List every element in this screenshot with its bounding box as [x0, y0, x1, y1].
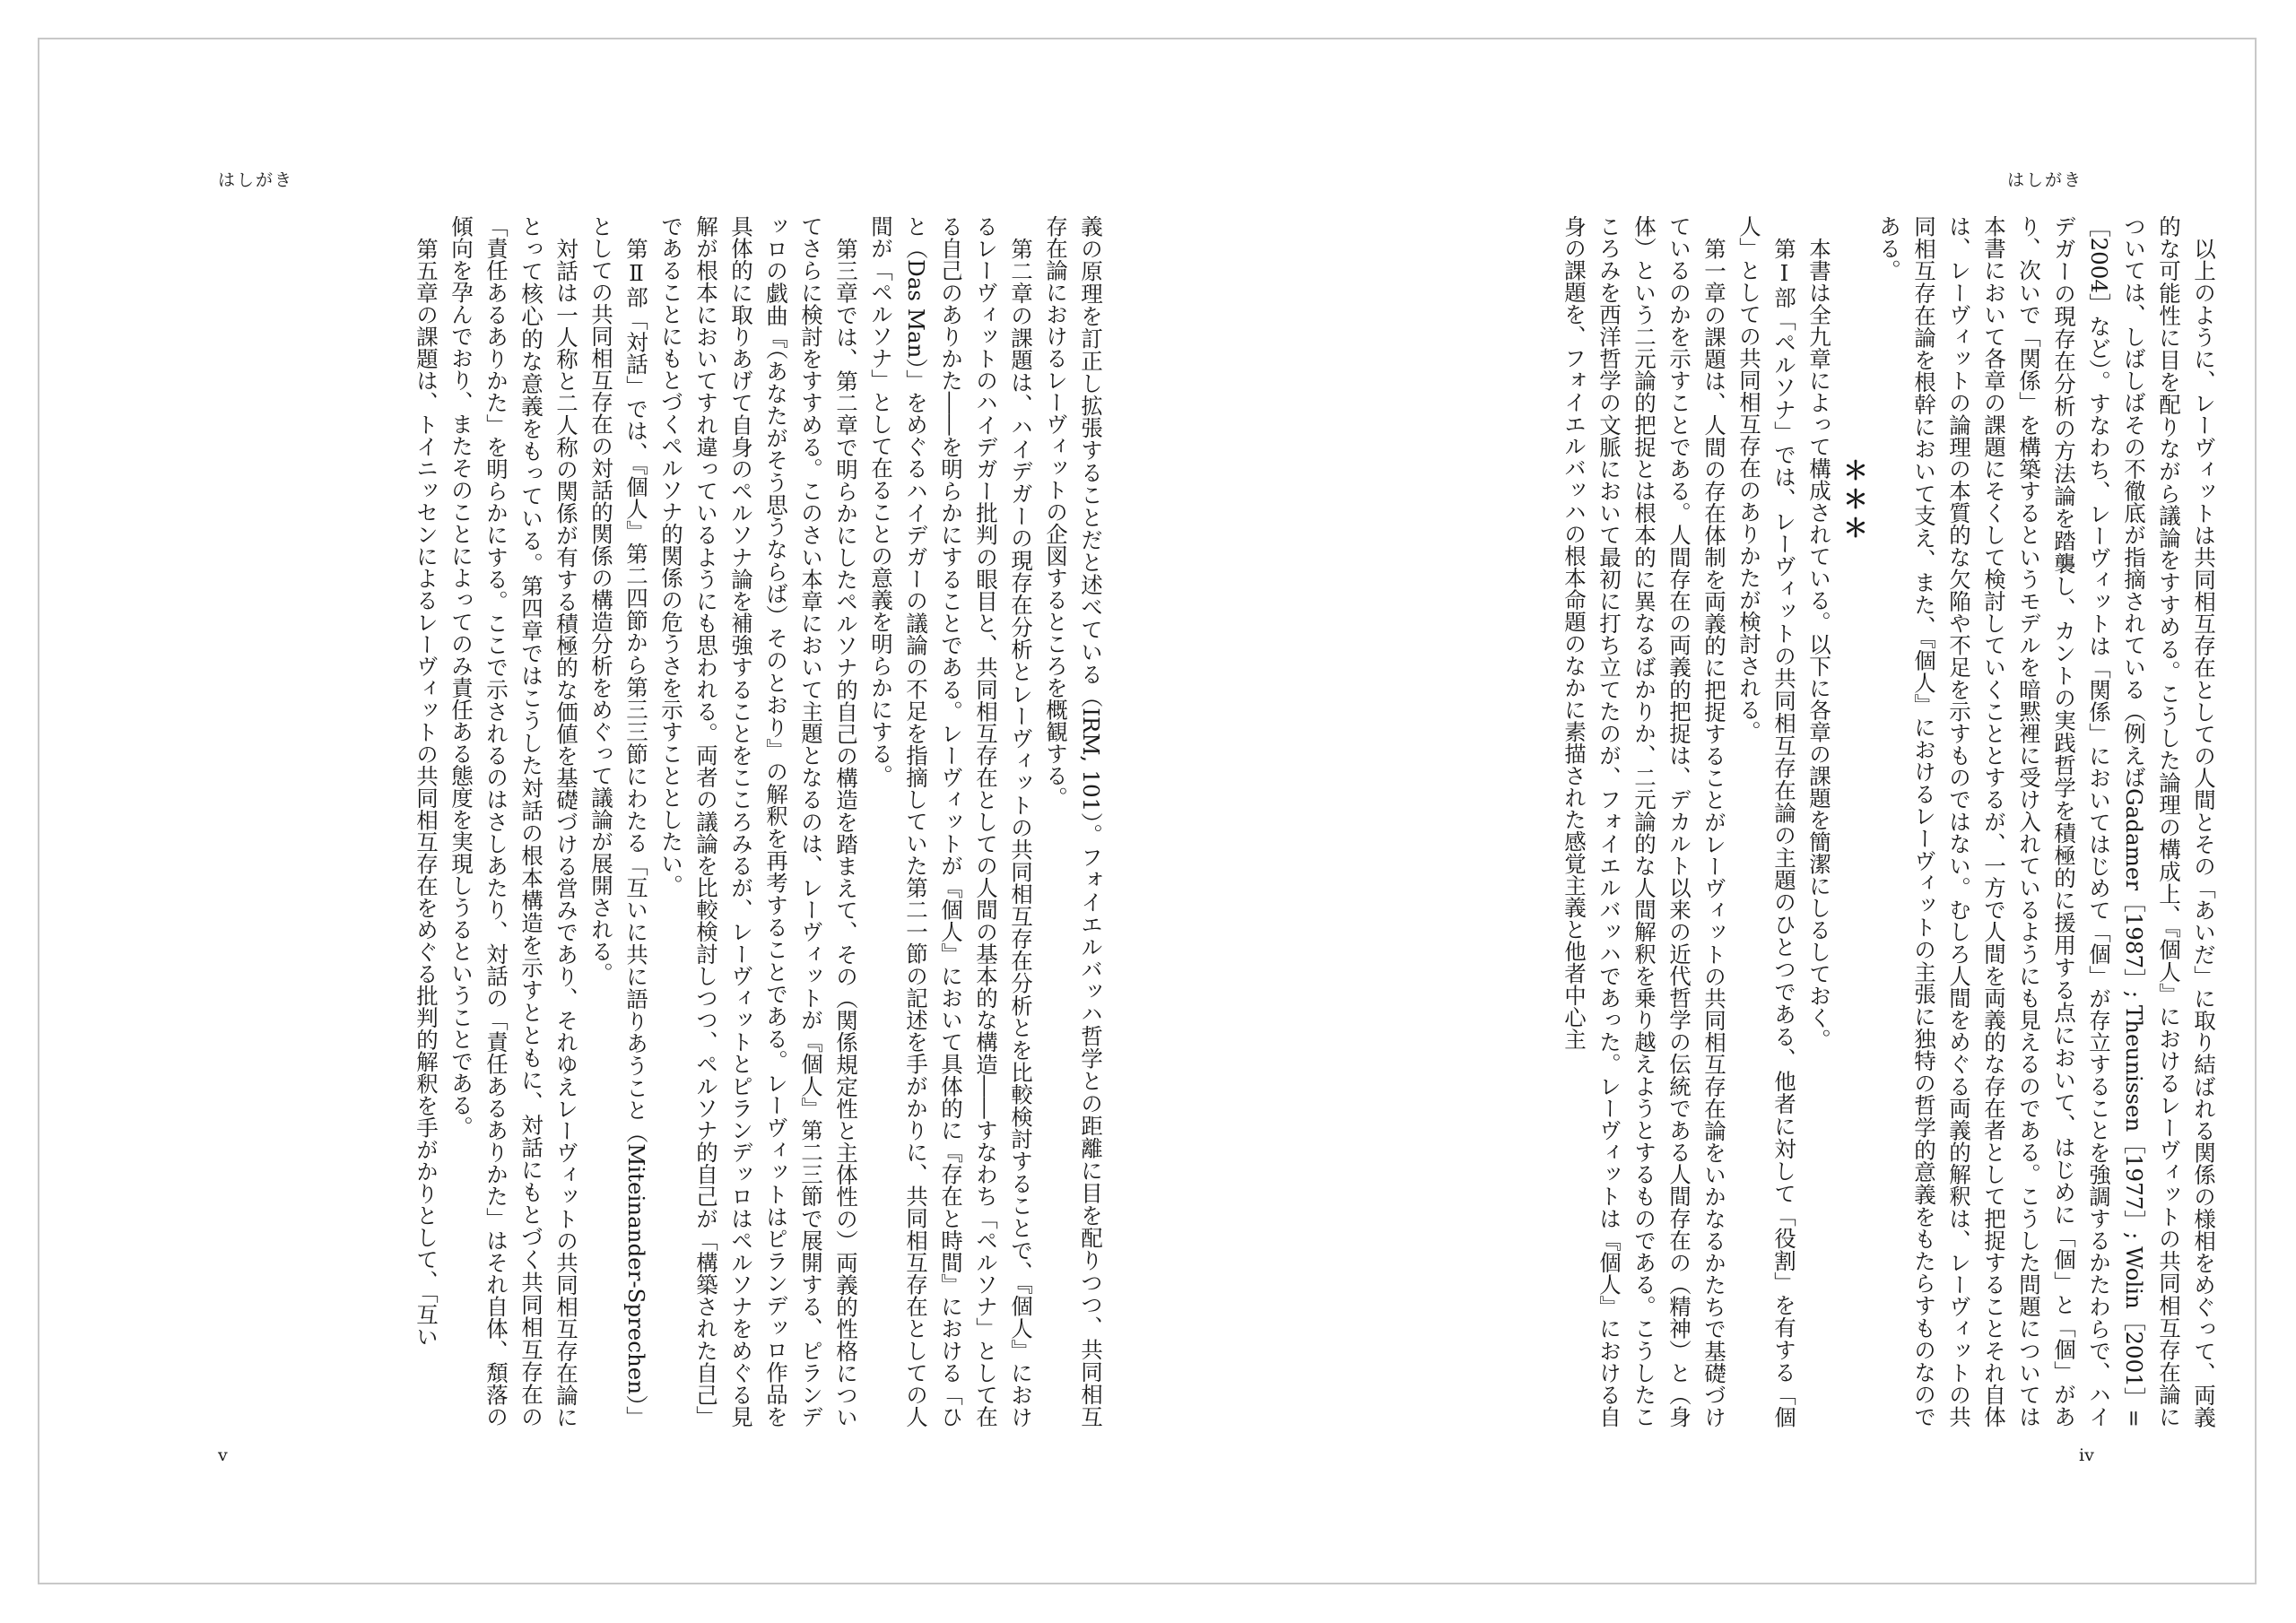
right-running-header: はしがき: [2007, 170, 2083, 190]
paragraph: 第Ⅱ部「対話」では、『個人』第二四節から第三三節にわたる「互いに共に語りあうこと（Miteinander-Sprechen）」としての共同相互存在の対話的関係の構造分析をめぐって議論が展開される。: [588, 215, 649, 1428]
section-separator: [1837, 215, 1872, 1428]
right-page-number: iv: [2079, 1445, 2094, 1465]
paragraph: 本書は全九章によって構成されている。以下に各章の課題を簡潔にしるしておく。: [1806, 237, 1832, 1050]
paragraph: 対話は一人称と二人称の関係が有する積極的な価値を基礎づける営みであり、それゆえレーヴィットの共同相互存在論にとって核心的な意義をもっている。第四章ではこうした対話の根本構造を示すとともに、対話にもとづく共同相互存在の「責任あるありかた」を明らかにする。ここで示されるのはさしあたり、対話の「責任あるありかた」はそれ自体、頽落の傾向を孕んでおり、またそのことによってのみ責任ある態度を実現しうるということである。: [448, 215, 579, 1428]
paragraph: 第一章の課題は、人間の存在体制を両義的に把捉することがレーヴィットの共同相互存在論をいかなるかたちで基礎づけているのかを示すことである。人間存在の両義的把捉は、デカルト以来の近代哲学の伝統である人間存在の（精神）と（身体）という二元論的把捉とは根本的に異なるばかりか、二元論的な人間解釈を乗り越えようとするものである。こうしたこころみを西洋哲学の文脈において最初に打ち立てたのが、フォイエルバッハであった。レーヴィットは『個人』における自身の課題を、フォイエルバッハの根本命題のなかに素描された感覚主義と他者中心主: [1561, 215, 1727, 1428]
left-page-number: v: [218, 1445, 228, 1465]
paragraph: 第Ⅰ部「ペルソナ」では、レーヴィットの共同相互存在論の主題のひとつである、他者に対して「役割」を有する「個人」としての共同相互存在のありかたが検討される。: [1736, 215, 1797, 1428]
right-page-body: [1251, 215, 2222, 1428]
paragraph: 第五章の課題は、トイニッセンによるレーヴィットの共同相互存在をめぐる批判的解釈を手がかりとして、「互い: [413, 237, 439, 1347]
left-running-header: はしがき: [218, 170, 294, 190]
separator-stars: ＊＊＊: [1839, 457, 1869, 543]
paragraph: 第三章では、第二章で明らかにしたペルソナ的自己の構造を踏まえて、その（関係規定性と主体性の）両義的性格についてさらに検討をすすめる。このさい本章において主題となるのは、レーヴィットが『個人』第二三節で展開する、ピランデッロの戯曲『（あなたがそう思うならば）そのとおり』の解釈を再考することである。レーヴィットはピランデッロ作品を具体的に取りあげて自身のペルソナ論を補強することをこころみるが、レーヴィットとピランデッロはペルソナをめぐる見解が根本においてすれ違っているようにも思われる。両者の議論を比較検討しつつ、ペルソナ的自己が「構築された自己」であることにもとづくペルソナ的関係の危うさを示すこととしたい。: [658, 215, 859, 1428]
paragraph: 義の原理を訂正し拡張することだと述べている（IRM, 101）。フォイエルバッハ哲学との距離に目を配りつつ、共同相互存在論におけるレーヴィットの企図するところを概観する。: [1043, 215, 1104, 1428]
left-page-body: [179, 215, 1109, 1428]
paragraph: 第二章の課題は、ハイデガーの現存在分析とレーヴィットの共同相互存在分析とを比較検討することで、『個人』におけるレーヴィットのハイデガー批判の眼目と、共同相互存在としての人間の基本的な構造――すなわち「ペルソナ」として在る自己のありかた――を明らかにすることである。レーヴィットが『個人』において具体的に『存在と時間』における「ひと（Das Man）」をめぐるハイデガーの議論の不足を指摘していた第二一節の記述を手がかりに、共同相互存在としての人間が「ペルソナ」として在ることの意義を明らかにする。: [868, 215, 1034, 1428]
paragraph: 以上のように、レーヴィットは共同相互存在としての人間とその「あいだ」に取り結ばれる関係の様相をめぐって、両義的な可能性に目を配りながら議論をすすめる。こうした論理の構成上、『個人』におけるレーヴィットの共同相互存在論については、しばしばその不徹底が指摘されている（例えばGadamer［1987］; Theunissen［1977］; Wolin［2001］=［2004］など）。すなわち、レーヴィットは「関係」においてはじめて「個」が存立することを強調するかたわらで、ハイデガーの現存在分析の方法論を踏襲し、カントの実践哲学を積極的に援用する点において、はじめに「個」と「個」があり、次いで「関係」を構築するというモデルを暗黙裡に受け入れているようにも見えるのである。こうした問題については本書において各章の課題にそくして検討していくこととするが、一方で人間を両義的な存在者として把捉することそれ自体は、レーヴィットの論理の本質的な欠陥や不足を示すものではない。むしろ人間をめぐる両義的解釈は、レーヴィットの共同相互存在論を根幹において支え、また、『個人』におけるレーヴィットの主張に独特の哲学的意義をもたらすものなのである。: [1876, 215, 2217, 1428]
